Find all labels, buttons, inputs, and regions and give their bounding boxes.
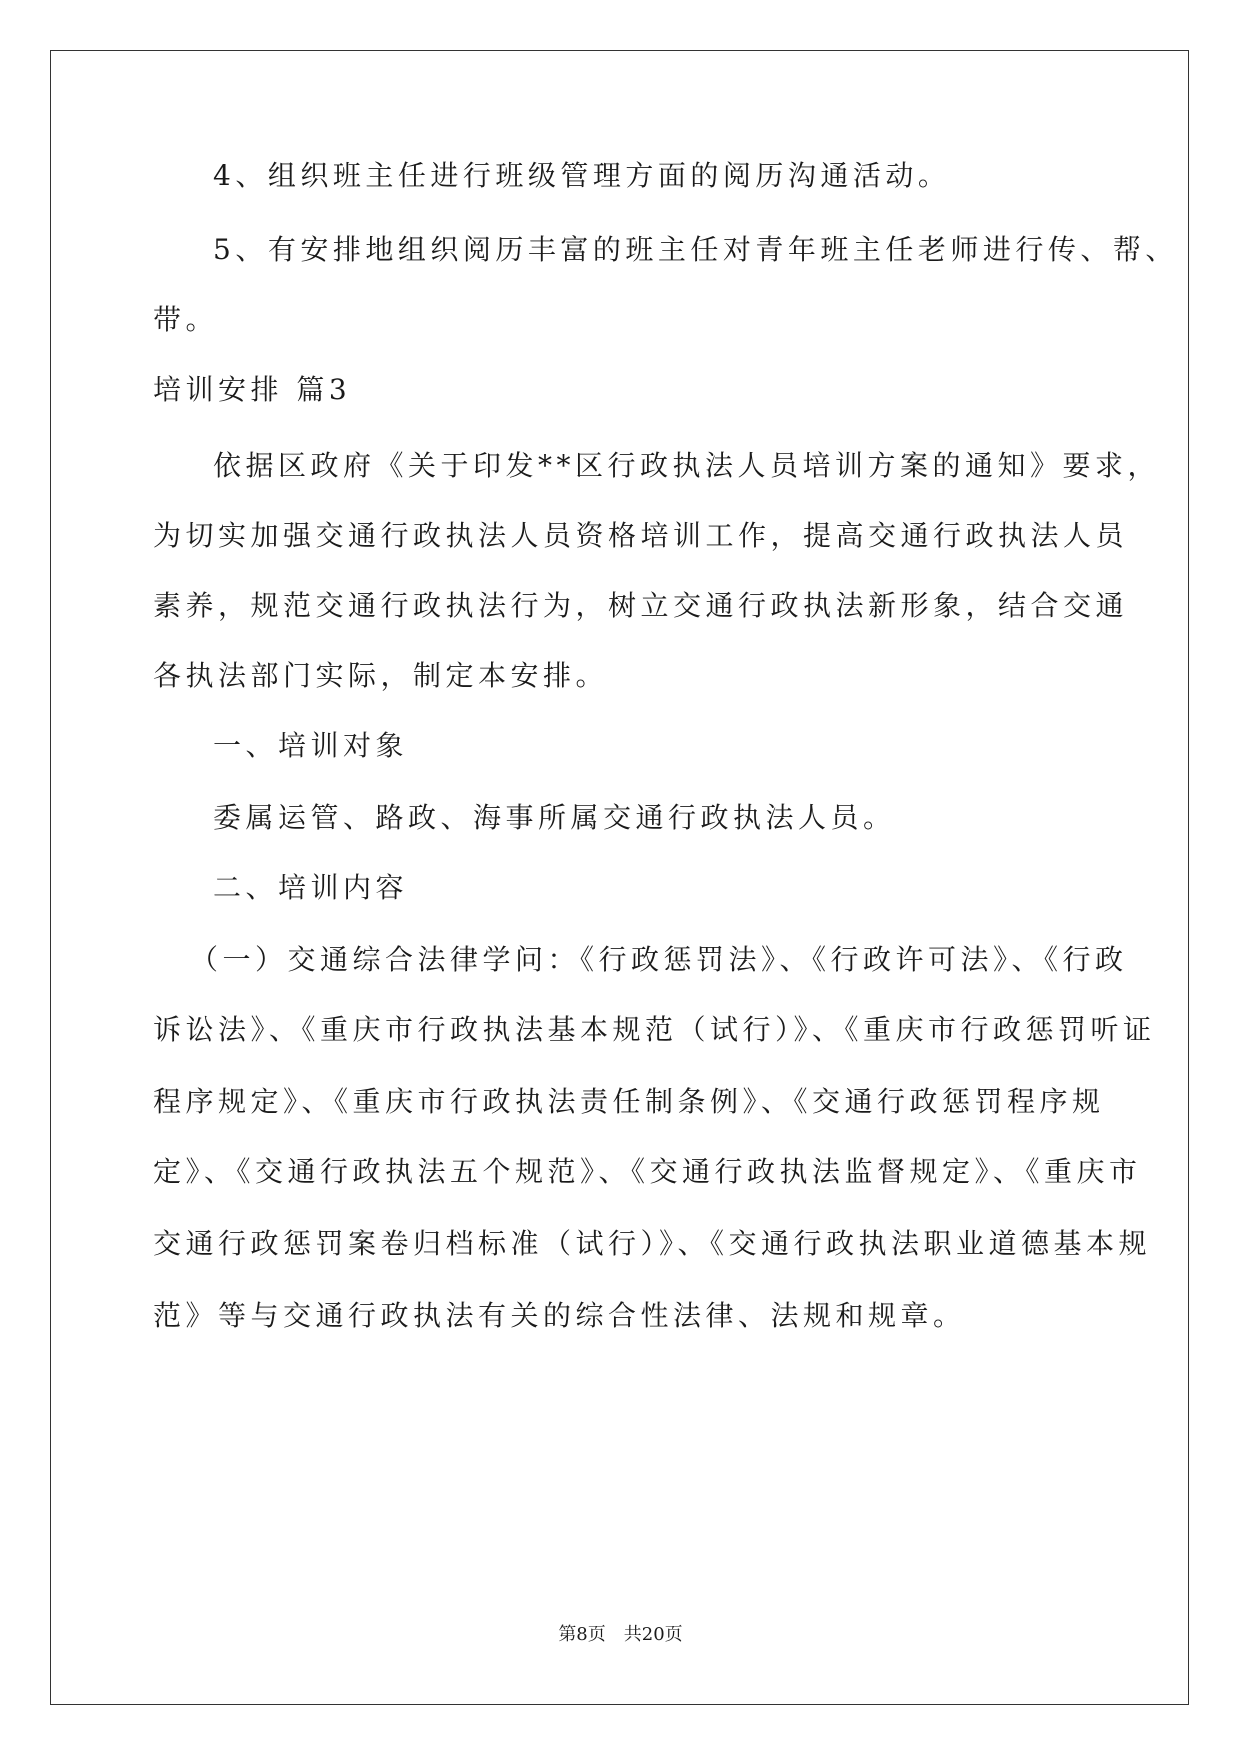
- subsection-heading: 一、培训对象: [213, 729, 409, 762]
- page-number-footer: 第8页 共20页: [558, 1624, 683, 1645]
- paragraph-line: 4、组织班主任进行班级管理方面的阅历沟通活动。: [213, 159, 951, 192]
- section-heading: 培训安排 篇3: [153, 373, 352, 406]
- paragraph-line: 为切实加强交通行政执法人员资格培训工作，提高交通行政执法人员: [153, 519, 1129, 552]
- paragraph-line: 5、有安排地组织阅历丰富的班主任对青年班主任老师进行传、帮、: [213, 233, 1178, 266]
- subsection-heading: 二、培训内容: [213, 871, 409, 904]
- paragraph-line: （一）交通综合法律学问：《行政惩罚法》、《行政许可法》、《行政: [190, 943, 1128, 976]
- paragraph-line: 各执法部门实际，制定本安排。: [153, 659, 609, 692]
- paragraph-line: 带。: [153, 303, 219, 336]
- paragraph-line: 范》等与交通行政执法有关的综合性法律、法规和规章。: [153, 1299, 966, 1332]
- paragraph-line: 定》、《交通行政执法五个规范》、《交通行政执法监督规定》、《重庆市: [153, 1155, 1142, 1188]
- paragraph-line: 素养，规范交通行政执法行为，树立交通行政执法新形象，结合交通: [153, 589, 1129, 622]
- paragraph-line: 依据区政府《关于印发**区行政执法人员培训方案的通知》要求，: [213, 449, 1161, 482]
- paragraph-line: 委属运管、路政、海事所属交通行政执法人员。: [213, 801, 896, 834]
- paragraph-line: 交通行政惩罚案卷归档标准（试行）》、《交通行政执法职业道德基本规: [153, 1227, 1152, 1260]
- paragraph-line: 诉讼法》、《重庆市行政执法基本规范（试行）》、《重庆市行政惩罚听证: [153, 1013, 1156, 1046]
- paragraph-line: 程序规定》、《重庆市行政执法责任制条例》、《交通行政惩罚程序规: [153, 1085, 1105, 1118]
